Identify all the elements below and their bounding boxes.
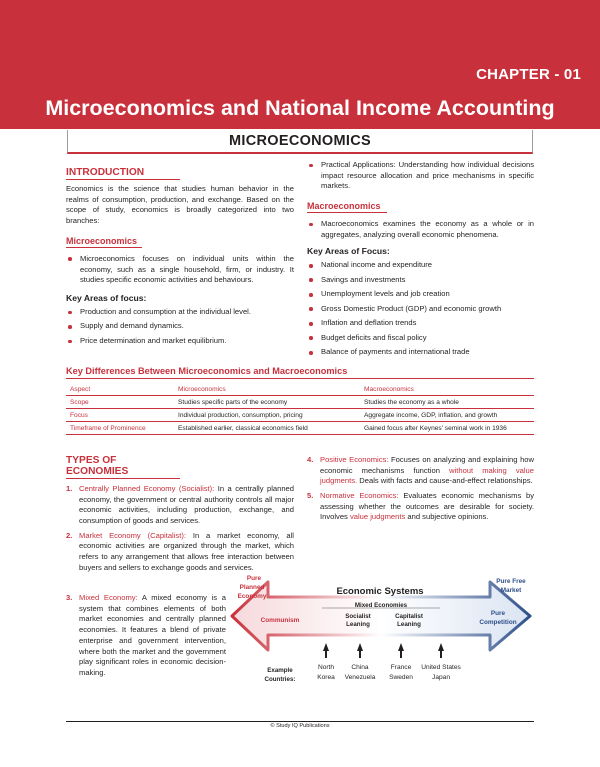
right-end-label: Pure Free xyxy=(496,578,526,585)
example-label: Example xyxy=(267,667,293,674)
macro-bullet: Macroeconomics examines the economy as a whole or in aggregates, analyzing overall economic phenomena. xyxy=(307,219,534,240)
macro-focus-item: Unemployment levels and job creation xyxy=(307,289,534,300)
type-text: In a market economy, all economic activities are organized through the market, which refers to any arrangement that allows free interaction between buyers and sellers to exchange goods and services. xyxy=(79,530,294,572)
types-right-column xyxy=(307,455,534,527)
country-label: Venezuela xyxy=(344,674,376,681)
communism-label: Communism xyxy=(260,617,300,624)
type-item xyxy=(307,491,534,523)
country-label: North xyxy=(317,664,335,671)
macro-focus-item: Budget deficits and fiscal policy xyxy=(307,333,534,344)
arrow-up-icon xyxy=(398,643,404,658)
types-heading: TYPES OF ECONOMIES xyxy=(66,455,180,479)
macro-focus-heading: Key Areas of Focus: xyxy=(307,246,390,257)
left-column xyxy=(66,162,294,350)
type-highlight: value judgments xyxy=(349,512,406,522)
left-end-label: Economy xyxy=(237,593,267,600)
country-label: China xyxy=(351,664,369,671)
micro-focus-item: Supply and demand dynamics. xyxy=(66,321,294,332)
type-number: 3. xyxy=(66,593,73,602)
type-item-3-wrap xyxy=(66,593,226,682)
type-text: Evaluates economic mechanisms by assessing whether the outcomes are desirable for society. Involves xyxy=(320,490,534,522)
chapter-title: Microeconomics and National Income Accounting xyxy=(45,96,555,120)
country-label: Korea xyxy=(317,674,335,681)
table-cell: Timeframe of Prominence xyxy=(66,422,174,435)
example-label: Countries: xyxy=(264,676,296,683)
country-label: United States xyxy=(421,664,461,671)
arrow-up-icon xyxy=(323,643,329,658)
table-cell: Scope xyxy=(66,396,174,409)
country-arrows xyxy=(323,643,444,658)
mixed-label: Mixed Economies xyxy=(354,602,408,609)
macro-list xyxy=(307,219,534,240)
macro-focus-item: National income and expenditure xyxy=(307,260,534,271)
arrow-up-icon xyxy=(438,643,444,658)
pure-competition-label: Pure xyxy=(490,610,506,617)
micro-bullet: Microeconomics focuses on individual units within the economy, such as a single household, firm, or industry. It studies specific economic activities and behaviours. xyxy=(66,254,294,286)
table-cell: Studies the economy as a whole xyxy=(360,396,534,409)
table-cell: Aggregate income, GDP, inflation, and growth xyxy=(360,409,534,422)
table-header-cell: Microeconomics xyxy=(178,385,226,393)
type-item xyxy=(66,531,294,574)
table-header-cell: Aspect xyxy=(70,385,91,393)
type-text: Deals with facts and cause-and-effect relationships. xyxy=(357,476,533,486)
types-list xyxy=(307,455,534,523)
micro-focus-heading: Key Areas of focus: xyxy=(66,292,147,303)
micro-heading: Microeconomics xyxy=(66,236,142,248)
country-label: Sweden xyxy=(389,674,413,681)
table-cell: Studies specific parts of the economy xyxy=(174,396,360,409)
table-row xyxy=(66,396,534,409)
micro-focus-list xyxy=(66,307,294,347)
type-text: A mixed economy is a system that combines elements of both market economies and centrally planned economies. It features a blend of private enterprise and government intervention, where both the market and the government play significant roles in economic decision-making. xyxy=(79,593,226,677)
section-title: MICROECONOMICS xyxy=(229,133,371,149)
table-header-cell: Macroeconomics xyxy=(364,385,414,393)
type-title: Mixed Economy: xyxy=(79,593,138,602)
types-list xyxy=(66,593,226,679)
differences-section xyxy=(66,366,534,435)
type-text: and subjective opinions. xyxy=(405,512,489,522)
macro-heading: Macroeconomics xyxy=(307,201,387,213)
arrow-up-icon xyxy=(357,643,363,658)
left-end-label: Planned xyxy=(239,584,265,591)
socialist-label: Socialist xyxy=(345,613,371,620)
countries xyxy=(317,664,461,681)
table-cell: Individual production, consumption, pricing xyxy=(174,409,360,422)
type-text: Focuses on analyzing and explaining how economic mechanisms function xyxy=(320,455,535,475)
type-number: 1. xyxy=(66,484,73,493)
country-label: Japan xyxy=(432,674,450,681)
diagram-title: Economic Systems xyxy=(336,586,424,597)
type-text: In a centrally planned economy, the government or central authority controls all major economic activities, including production, exchange, and consumption of goods and services. xyxy=(79,484,294,526)
micro-focus-item: Production and consumption at the individual level. xyxy=(66,307,294,318)
intro-text: Economics is the science that studies human behavior in the realms of consumption, production, and exchange. Based on the scope of study, economics is broadly categorized into two branches: xyxy=(66,184,294,226)
micro-practical-list xyxy=(307,160,534,192)
economic-systems-diagram xyxy=(228,571,534,693)
type-title: Positive Economics: xyxy=(320,455,389,464)
macro-focus-item: Savings and investments xyxy=(307,275,534,286)
pure-competition-label: Competition xyxy=(479,619,517,626)
footer-text: © Study IQ Publications xyxy=(270,723,330,729)
type-number: 5. xyxy=(307,490,314,500)
header-rule xyxy=(66,127,534,129)
table-cell: Established earlier, classical economics field xyxy=(174,422,360,435)
type-item xyxy=(66,593,226,679)
micro-focus-item: Price determination and market equilibrium. xyxy=(66,336,294,347)
differences-table xyxy=(66,383,534,435)
right-column xyxy=(307,160,534,362)
right-end-label: Market xyxy=(500,587,522,594)
type-number: 2. xyxy=(66,530,73,540)
types-list xyxy=(66,484,294,573)
type-title: Market Economy (Capitalist): xyxy=(79,530,186,540)
capitalist-label: Capitalist xyxy=(395,613,423,620)
footer-rule xyxy=(66,721,534,722)
capitalist-label: Leaning xyxy=(397,621,421,628)
table-cell: Gained focus after Keynes' seminal work in 1936 xyxy=(360,422,534,435)
type-item xyxy=(66,484,294,527)
type-highlight: without making value judgments. xyxy=(320,465,534,486)
socialist-label: Leaning xyxy=(346,621,370,628)
chapter-number: CHAPTER - 01 xyxy=(476,66,581,83)
micro-list xyxy=(66,254,294,286)
type-number: 4. xyxy=(307,455,314,464)
left-end-label: Pure xyxy=(246,575,262,582)
table-row xyxy=(66,409,534,422)
micro-practical: Practical Applications: Understanding how individual decisions impact resource allocation and price mechanisms in specific markets. xyxy=(307,160,534,192)
macro-focus-item: Inflation and deflation trends xyxy=(307,318,534,329)
differences-heading: Key Differences Between Microeconomics and Macroeconomics xyxy=(66,366,534,379)
table-row xyxy=(66,422,534,435)
country-label: France xyxy=(390,664,412,671)
macro-focus-list xyxy=(307,260,534,358)
macro-focus-item: Balance of payments and international trade xyxy=(307,347,534,358)
type-title: Normative Economics: xyxy=(320,490,399,500)
macro-focus-item: Gross Domestic Product (GDP) and economic growth xyxy=(307,304,534,315)
intro-heading: INTRODUCTION xyxy=(66,167,180,180)
type-item xyxy=(307,455,534,487)
type-title: Centrally Planned Economy (Socialist): xyxy=(79,484,215,493)
section-title-box xyxy=(67,130,533,154)
table-cell: Focus xyxy=(66,409,174,422)
table-header-row xyxy=(66,383,534,396)
types-left-column xyxy=(66,455,294,577)
